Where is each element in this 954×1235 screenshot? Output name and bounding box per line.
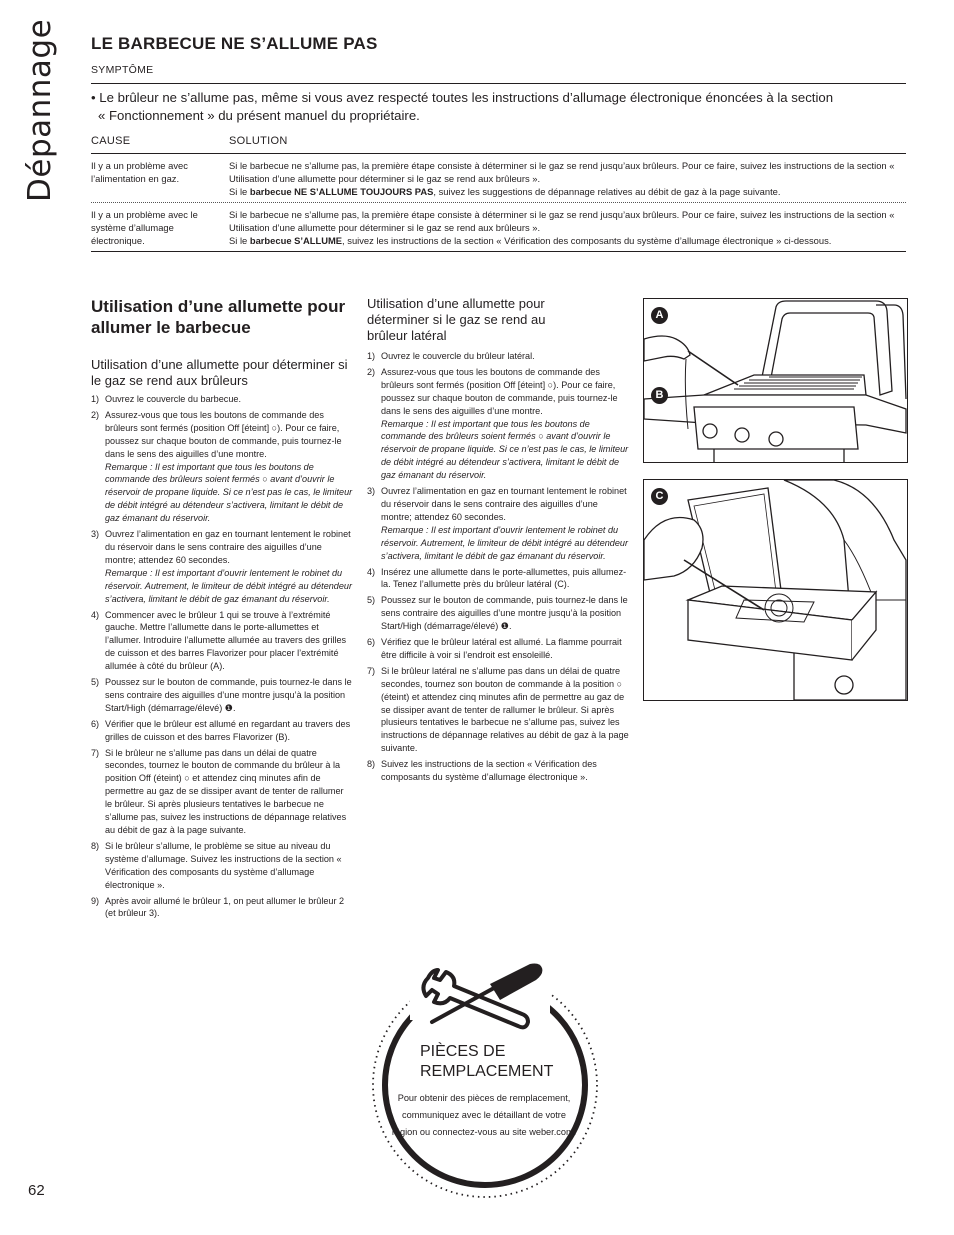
burner-steps-list [91,393,353,923]
list-item: 3) Ouvrez l’alimentation en gaz en tournant lentement le robinet du réservoir dans le sens contraire des aiguilles d’une montre; attendez 60 secondes. Remarque : Il est important d’ouvrir lentement le robinet du réservoir. Autrement, le limiteur de débit intégré au détendeur s’activera, limitant le débit de gaz émanant du réservoir. [91,529,353,604]
list-item: 2) Assurez-vous que tous les boutons de commande des brûleurs sont fermés (position Off [éteint] ○). Pour ce faire, poussez sur chaque bouton de commande, puis tournez-le dans le sens des aiguilles d’une montre. Remarque : Il est important que tous les boutons de commande des brûleurs soient fermés ○ avant d’ouvrir le réservoir de propane liquide. Si ce n’est pas le cas, le limiteur de débit intégré au détendeur s’activera, limitant le débit de gaz émanant du réservoir. [91,409,353,524]
burner-check-subheading: Utilisation d’une allumette pour déterminer si le gaz se rend aux brûleurs [91,357,348,388]
match-lighting-heading: Utilisation d’une allumette pour allumer le barbecue [91,297,346,337]
table-header-rule [91,153,906,154]
solution-column-header: SOLUTION [229,135,288,147]
list-item: 2) Assurez-vous que tous les boutons de commande des brûleurs sont fermés (position Off [éteint] ○). Pour ce faire, poussez sur chaque bouton de commande, puis tournez-le dans le sens des aiguilles d’une montre. Remarque : Il est important que tous les boutons de commande des brûleurs soient fermés ○ avant d’ouvrir le réservoir de propane liquide. Si ce n’est pas le cas, le limiteur de débit intégré au détendeur s’activera, limitant le débit de gaz émanant du réservoir. [367,366,629,481]
list-item: 1) Ouvrez le couvercle du brûleur latéral. [367,351,535,361]
symptom-label: SYMPTÔME [91,64,154,76]
figure-side-burner-c [643,479,908,701]
grill-illustration [644,299,907,462]
side-burner-subheading: Utilisation d’une allumette pour déterminer si le gaz se rend au brûleur latéral [367,296,546,343]
list-item: 8) Si le brûleur s’allume, le problème se situe au niveau du système d’allumage. Suivez les instructions de la section « Vérification des composants du système d’allumage électronique ». [91,840,342,890]
figure-grill-ab [643,298,908,463]
list-item: 9) Après avoir allumé le brûleur 1, on peut allumer le brûleur 2 (et brûleur 3). [91,895,345,919]
table-bottom-rule [91,251,906,252]
list-item: 4) Insérez une allumette dans le porte-allumettes, puis allumez-la. Tenez l’allumette près du brûleur latéral (C). [367,566,627,590]
side-title: Dépannage [22,18,58,202]
solution-cell: Si le barbecue ne s’allume pas, la première étape consiste à déterminer si le gaz se rend jusqu’aux brûleurs. Pour ce faire, suivez les instructions de la section « Utilisation d’une allumette pour déterminer si le gaz se rend aux brûleurs ». Si le barbecue NE S’ALLUME TOUJOURS PAS, suivez les suggestions de dépannage relatives au débit de gaz à la page suivante. [229,160,895,197]
side-burner-illustration [644,480,907,700]
list-item: 7) Si le brûleur latéral ne s’allume pas dans un délai de quatre secondes, tournez son bouton de commande à la position ○ (éteint) et attendez cinq minutes afin de permettre au gaz de se dissiper avant de tenter de rallumer le brûleur. Si après plusieurs tentatives le barbecue ne s’allume pas, suivez les instructions de dépannage relatives au débit de gaz à la page suivante. [367,665,629,754]
list-item: 6) Vérifier que le brûleur est allumé en regardant au travers des grilles de cuisson et des barres Flavorizer (B). [91,718,351,742]
replacement-parts-title: PIÈCES DE REMPLACEMENT [420,1043,554,1080]
page-number: 62 [28,1182,45,1199]
list-item: 3) Ouvrez l’alimentation en gaz en tournant lentement le robinet du réservoir dans le sens contraire des aiguilles d’une montre; attendez 60 secondes. Remarque : Il est important d’ouvrir lentement le robinet du réservoir. Autrement, le limiteur de débit intégré au détendeur s’activera, limitant le débit de gaz émanant du réservoir. [367,486,629,561]
row-divider [91,202,906,203]
figure-label-c: C [651,488,668,505]
section-title: LE BARBECUE NE S’ALLUME PAS [91,34,378,53]
cause-column-header: CAUSE [91,135,131,147]
side-burner-steps-list [367,350,631,787]
list-item: 5) Poussez sur le bouton de commande, puis tournez-le dans le sens contraire des aiguilles d’une montre jusqu’à la position Start/High (démarrage/élevé) ❶. [91,677,352,713]
list-item: 8) Suivez les instructions de la section « Vérification des composants du système d’allumage électronique ». [367,759,597,783]
list-item: 6) Vérifiez que le brûleur latéral est allumé. La flamme pourrait être difficile à voir si l’endroit est ensoleillé. [367,637,622,660]
list-item: 1) Ouvrez le couvercle du barbecue. [91,394,241,404]
header-rule [91,83,906,84]
tools-icon [410,960,550,1040]
cause-cell: Il y a un problème avec l’alimentation en gaz. [91,160,188,184]
list-item: 4) Commencer avec le brûleur 1 qui se trouve à l’extrémité gauche. Mettre l’allumette dans le porte-allumettes et l’allumer. Introduire l’allumette allumée au travers des grilles de cuisson et des barres Flavorizer pour placer l’extrémité allumée à côté du brûleur (A). [91,609,347,672]
cause-cell: Il y a un problème avec le système d’allumage électronique. [91,209,198,246]
replacement-parts-text: Pour obtenir des pièces de remplacement, communiquez avec le détaillant de votre région ou connectez-vous au site weber.com. [391,1093,577,1137]
list-item: 5) Poussez sur le bouton de commande, puis tournez-le dans le sens contraire des aiguilles d’une montre jusqu’à la position Start/High (démarrage/élevé) ❶. [367,595,628,632]
solution-cell: Si le barbecue ne s’allume pas, la première étape consiste à déterminer si le gaz se rend jusqu’aux brûleurs. Pour ce faire, suivez les instructions de la section « Utilisation d’une allumette pour déterminer si le gaz se rend aux brûleurs ». Si le barbecue S’ALLUME, suivez les instructions de la section « Vérification des composants du système d’allumage électronique » ci-dessous. [229,209,895,246]
symptom-text: • Le brûleur ne s’allume pas, même si vous avez respecté toutes les instructions d’allumage électronique énoncées à la section « Fonctionnement » du présent manuel du propriétaire. [91,90,834,123]
figure-label-a: A [651,307,668,324]
list-item: 7) Si le brûleur ne s’allume pas dans un délai de quatre secondes, tournez le bouton de commande du brûleur à la position Off (éteint) ○ et attendez cinq minutes afin de permettre au gaz de se dissiper avant de tenter de rallumer le brûleur. Si après plusieurs tentatives le barbecue ne s’allume pas, suivez les instructions de dépannage relatives au débit de gaz à la page suivante. [91,747,347,835]
figure-label-b: B [651,387,668,404]
